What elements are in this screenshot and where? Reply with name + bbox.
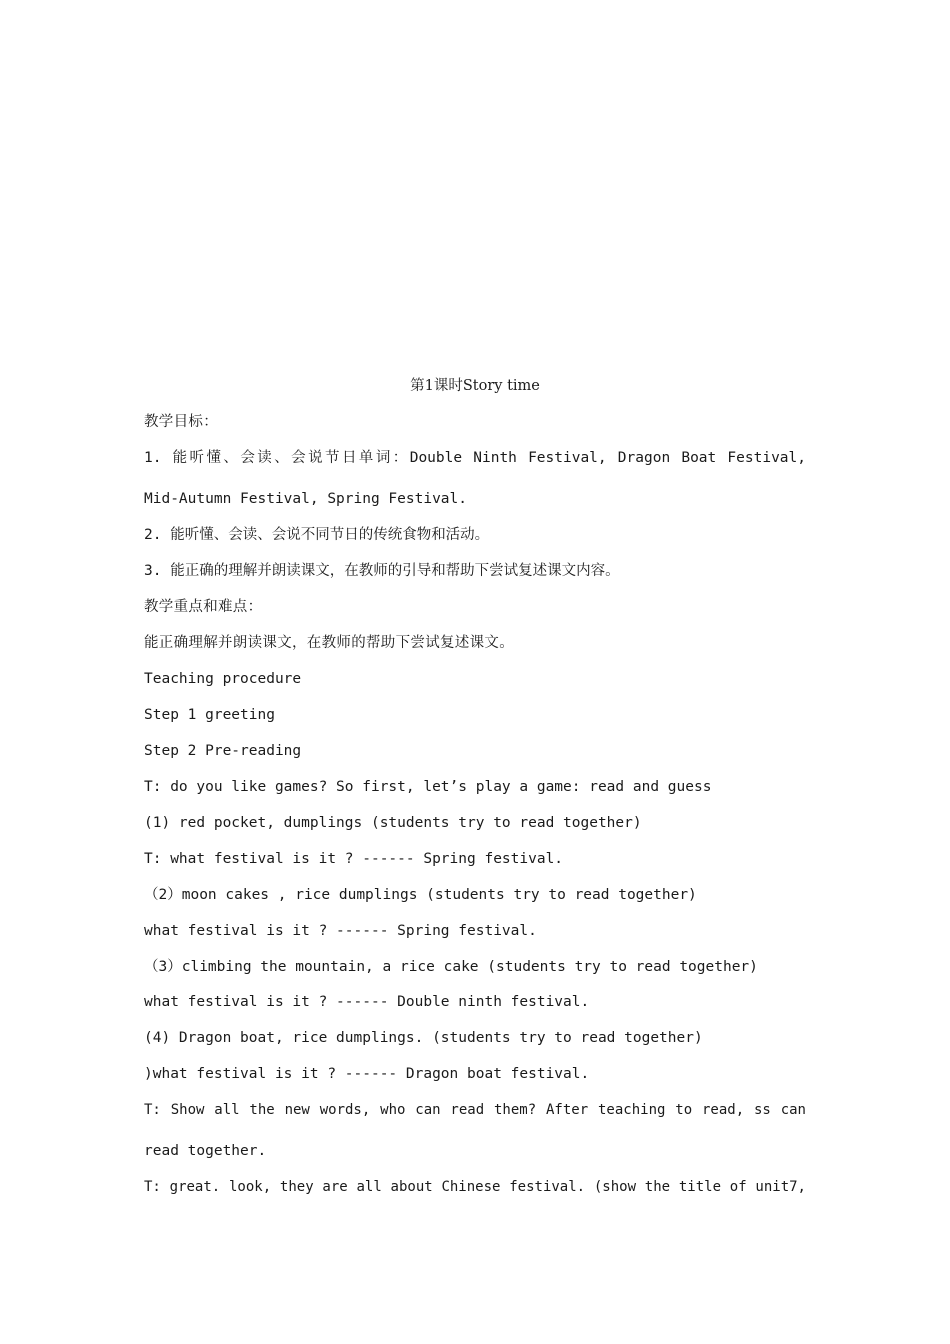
objective-1-line-2: Mid-Autumn Festival, Spring Festival. (144, 491, 468, 507)
procedure-line: )what festival is it ? ------ Dragon boat festival. (144, 1066, 590, 1082)
procedure-line: (1) red pocket, dumplings (students try to read together) (144, 815, 642, 831)
teaching-procedure-heading: Teaching procedure (144, 671, 302, 687)
procedure-line: what festival is it ? ------ Double ninth festival. (144, 994, 590, 1010)
procedure-line: (4) Dragon boat, rice dumplings. (students try to read together) (144, 1030, 703, 1046)
lesson-title: 第1课时Story time (410, 378, 540, 394)
procedure-line: T: what festival is it ? ------ Spring festival. (144, 851, 564, 867)
procedure-line: what festival is it ? ------ Spring festival. (144, 923, 537, 939)
procedure-line: （3）climbing the mountain, a rice cake (students try to read together) (144, 959, 758, 975)
procedure-line: （2）moon cakes , rice dumplings (students try to read together) (144, 887, 697, 903)
objective-2: 2. 能听懂、会读、会说不同节日的传统食物和活动。 (144, 527, 490, 543)
procedure-line: T: great. look, they are all about Chinese festival. (show the title of unit7, (144, 1179, 806, 1195)
step-2: Step 2 Pre-reading (144, 743, 302, 759)
objective-1-line-1: 1. 能听懂、会读、会说节日单词：Double Ninth Festival, Dragon Boat Festival, (144, 450, 806, 466)
objective-3: 3. 能正确的理解并朗读课文，在教师的引导和帮助下尝试复述课文内容。 (144, 563, 620, 579)
section-heading-objectives: 教学目标： (144, 414, 218, 430)
procedure-line: T: do you like games? So first, let’s play a game: read and guess (144, 779, 712, 795)
key-points-text: 能正确理解并朗读课文，在教师的帮助下尝试复述课文。 (144, 635, 514, 651)
step-1: Step 1 greeting (144, 707, 275, 723)
section-heading-key-points: 教学重点和难点： (144, 599, 263, 615)
procedure-line: T: Show all the new words, who can read them? After teaching to read, ss can (144, 1102, 806, 1118)
procedure-line: read together. (144, 1143, 267, 1159)
